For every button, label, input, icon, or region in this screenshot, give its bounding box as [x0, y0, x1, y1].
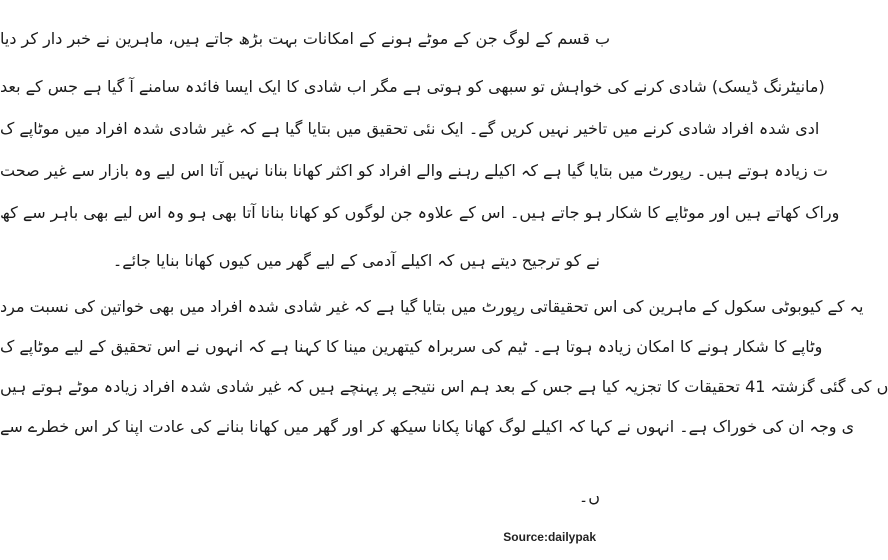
paragraph-line: وراک کھاتے ہیں اور موٹاپے کا شکار ہو جاتے ہیں۔ اس کے علاوہ جن لوگوں کو کھانا بنانا آتا بھی ہو وہ اس لیے بھی باہر سے کھ	[0, 203, 840, 222]
paragraph-line: ی وجہ ان کی خوراک ہے۔ انہوں نے کہا کہ اکیلے لوگ کھانا پکانا سیکھ کر اور گھر میں کھانا بنانے کی عادت اپنا کر اس خطرے سے	[0, 417, 855, 436]
headline-line: ب قسم کے لوگ جن کے موٹے ہونے کے امکانات بہت بڑھ جاتے ہیں، ماہرین نے خبر دار کر دیا	[0, 29, 611, 48]
paragraph-line: وٹاپے کا شکار ہونے کا امکان زیادہ ہوتا ہے۔ ٹیم کی سربراہ کیتھرین مینا کا کہنا ہے کہ انہوں نے اس تحقیق کے لیے موٹاپے ک	[0, 337, 823, 356]
source-credit: Source:dailypak	[503, 530, 596, 544]
paragraph-line: ں۔	[578, 487, 600, 506]
paragraph-line: ادی شدہ افراد شادی کرنے میں تاخیر نہیں کریں گے۔ ایک نئی تحقیق میں بتایا گیا ہے کہ غیر شادی شدہ افراد میں موٹاپے ک	[0, 119, 820, 138]
paragraph-line: نے کو ترجیح دیتے ہیں کہ اکیلے آدمی کے لیے گھر میں کیوں کھانا بنایا جائے۔	[112, 251, 600, 270]
paragraph-line: ت زیادہ ہوتے ہیں۔ رپورٹ میں بتایا گیا ہے کہ اکیلے رہنے والے افراد کو اکثر کھانا بنانا نہیں آتا اس لیے وہ بازار سے غیر صحت	[0, 161, 828, 180]
paragraph-line: یہ کے کیوبوٹی سکول کے ماہرین کی اس تحقیقاتی رپورٹ میں بتایا گیا ہے کہ غیر شادی شدہ افراد میں بھی خواتین کی نسبت مرد	[0, 297, 864, 316]
paragraph-line: (مانیٹرنگ ڈیسک) شادی کرنے کی خواہش تو سبھی کو ہوتی ہے مگر اب شادی کا ایک ایسا فائدہ سامنے آ گیا ہے جس کے بعد	[0, 77, 825, 96]
paragraph-line: ں کی گئی گزشتہ 41 تحقیقات کا تجزیہ کیا ہے جس کے بعد ہم اس نتیجے پر پہنچے ہیں کہ غیر شادی شدہ افراد زیادہ موٹے ہوتے ہیں	[0, 377, 888, 396]
